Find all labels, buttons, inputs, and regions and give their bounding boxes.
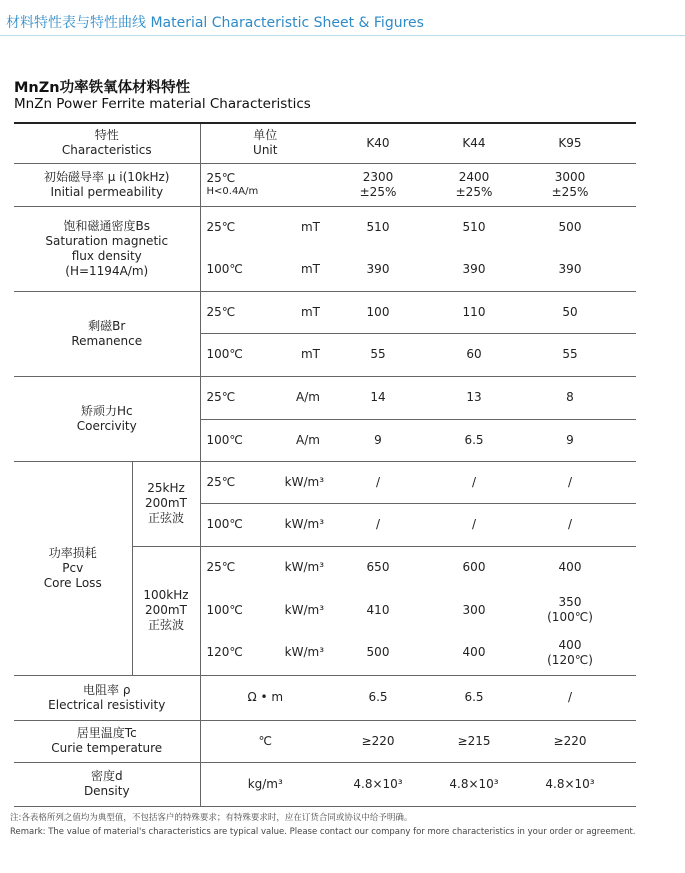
hc-r1-k95: 8 [522,376,618,419]
header-unit-zh: 单位 [253,128,278,143]
hc-name-zh: 矫顽力Hc [80,403,133,418]
pcv-name-en2: Core Loss [43,575,102,590]
permeability-cond-temp: 25℃ [206,170,236,185]
temp-value: 100℃ [206,432,243,447]
pcv-r3-k40: 650 [366,560,390,575]
permeability-k95 [522,163,618,206]
header-k95: K95 [522,123,618,163]
table-row [14,163,636,206]
table-row [14,720,636,762]
resistivity-k44: 6.5 [426,675,522,720]
bs-name-zh: 饱和磁通密度Bs [63,218,150,233]
cell-value: 2300 [362,169,394,184]
curie-unit: ℃ [200,720,330,762]
remark-en: Remark: The value of material's characteristics are typical value. Please contact our company for more characteristics in your order or agreement. [10,827,636,837]
pcv-g1-wave: 正弦波 [147,511,184,525]
resistivity-unit: Ω • m [200,675,330,720]
br-r2-cond [200,333,330,376]
section-title-en: MnZn Power Ferrite material Characteristics [14,96,311,112]
cell-tolerance: ±25% [455,184,493,199]
br-r1-cond [200,291,330,333]
cell-note: (120℃) [547,652,593,667]
br-r2-k44: 60 [426,333,522,376]
page-header-title: 材料特性表与特性曲线 Material Characteristic Sheet & Figures [6,15,424,31]
header-char-zh: 特性 [94,128,119,143]
temp-value: 25℃ [206,560,236,575]
curie-name-zh: 居里温度Tc [76,726,137,740]
density-k44: 4.8×10³ [426,762,522,806]
pcv-r3-k95: 400 [558,560,582,575]
pcv-r3-k44: 600 [462,560,486,575]
pcv-r4-cond [200,589,330,631]
curie-label [14,720,200,762]
density-name-en: Density [83,784,130,798]
hc-r1-cond [200,376,330,419]
bs-r1-cond [200,206,330,249]
pcv-r1-k40: / [330,461,426,503]
unit-value: kW/m³ [284,474,324,489]
temp-value: 100℃ [206,347,243,361]
pcv-name-zh: 功率损耗 [48,545,97,560]
resistivity-name-zh: 电阻率 ρ [83,682,131,697]
remark-zh: 注:各表格所列之值均为典型值，不包括客户的特殊要求；有特殊要求时，应在订货合同或协议中给予明确。 [10,813,413,823]
hc-name-en: Coercivity [76,418,137,433]
br-name-zh: 剩磁Br [88,318,126,333]
table-row [14,291,636,333]
pcv-g2-freq: 100kHz [143,588,189,602]
pcv-r4-k40: 410 [366,602,390,617]
br-r2-k95: 55 [522,333,618,376]
bs-r2-k44: 390 [426,249,522,291]
hc-r1-k44: 13 [426,376,522,419]
temp-value: 25℃ [206,304,236,319]
header-k40: K40 [330,123,426,163]
bs-name-en2: flux density [71,248,142,263]
unit-value: kW/m³ [284,645,324,660]
table-row [14,376,636,419]
density-label [14,762,200,806]
hc-label [14,376,200,461]
permeability-k44 [426,163,522,206]
hc-r2-cond [200,419,330,461]
permeability-cond-field: H<0.4A/m [206,185,259,197]
temp-value: 100℃ [206,517,243,531]
cell-value: 400 [558,637,582,652]
header-char-en: Characteristics [61,143,152,158]
header-characteristics [14,123,200,163]
pcv-label [14,461,132,675]
bs-r2-k95: 390 [522,249,618,291]
pcv-r4-k95 [522,589,618,631]
unit-value: mT [300,262,320,277]
hc-r2-k95: 9 [522,419,618,461]
unit-value: A/m [296,432,320,447]
hc-r2-k44: 6.5 [426,419,522,461]
pcv-group2-cond [132,546,200,675]
unit-value: kW/m³ [284,517,324,531]
cell-value: 3000 [554,169,586,184]
permeability-k40 [330,163,426,206]
hc-r1-k40: 14 [330,376,426,419]
header-divider [0,35,685,36]
permeability-name-en: Initial permeability [50,184,164,199]
resistivity-k40: 6.5 [330,675,426,720]
resistivity-label [14,675,200,720]
density-name-zh: 密度d [90,769,123,783]
table-row [14,762,636,806]
unit-value: mT [300,220,320,235]
temp-value: 25℃ [206,474,236,489]
bs-r1-k44: 510 [462,220,486,235]
pcv-g1-freq: 25kHz [147,481,185,495]
bs-r1-k95: 500 [558,220,582,235]
temp-value: 100℃ [206,262,243,277]
pcv-r2-k40: / [330,503,426,546]
permeability-name-zh: 初始磁导率 μ i(10kHz) [43,169,170,184]
curie-k95: ≥220 [522,720,618,762]
br-r2-k40: 55 [330,333,426,376]
permeability-label [14,163,200,206]
bs-name-en3: (H=1194A/m) [65,263,149,278]
pcv-r1-k95: / [522,461,618,503]
cell-value: 350 [558,595,582,609]
temp-value: 25℃ [206,390,236,404]
unit-value: mT [300,304,320,319]
pcv-g1-flux: 200mT [145,496,187,510]
pcv-r5-k40: 500 [330,631,426,675]
cell-tolerance: ±25% [551,184,589,199]
pcv-r1-k44: / [426,461,522,503]
unit-value: kW/m³ [284,560,324,575]
pcv-r4-k44: 300 [462,602,486,617]
density-k40: 4.8×10³ [330,762,426,806]
temp-value: 25℃ [206,220,236,235]
pcv-r5-k95 [522,631,618,675]
pcv-g2-flux: 200mT [145,603,187,617]
temp-value: 120℃ [206,645,243,660]
cell-note: (100℃) [547,610,593,624]
table-row [14,461,636,503]
table-header-row [14,123,636,163]
resistivity-k95: / [522,675,618,720]
temp-value: 100℃ [206,602,243,617]
br-name-en: Remanence [71,333,143,348]
pcv-r1-cond [200,461,330,503]
hc-r2-k40: 9 [330,419,426,461]
header-unit-en: Unit [253,143,278,158]
curie-k44: ≥215 [426,720,522,762]
pcv-r3-cond [200,546,330,589]
bs-r2-cond [200,249,330,291]
br-label [14,291,200,376]
characteristics-table [14,122,636,807]
pcv-r5-cond [200,631,330,675]
unit-value: kW/m³ [284,602,324,617]
cell-value: 2400 [458,169,490,184]
bs-name-en1: Saturation magnetic [45,233,169,248]
density-unit: kg/m³ [200,762,330,806]
br-r1-k44: 110 [426,291,522,333]
header-k44: K44 [426,123,522,163]
density-k95: 4.8×10³ [522,762,618,806]
pcv-r5-k44: 400 [426,631,522,675]
header-unit [200,123,330,163]
cell-tolerance: ±25% [359,184,397,199]
pcv-g2-wave: 正弦波 [147,618,184,632]
resistivity-name-en: Electrical resistivity [48,697,166,712]
unit-value: A/m [296,390,320,404]
pcv-name-en1: Pcv [62,560,84,575]
pcv-r2-k95: / [522,503,618,546]
bs-label [14,206,200,291]
br-r1-k40: 100 [330,291,426,333]
table-row [14,206,636,249]
bs-r1-k40: 510 [366,220,390,235]
pcv-r2-k44: / [426,503,522,546]
permeability-condition [200,163,330,206]
br-r1-k95: 50 [522,291,618,333]
table-row [14,675,636,720]
unit-value: mT [300,347,320,361]
curie-name-en: Curie temperature [51,741,163,755]
bs-r2-k40: 390 [330,249,426,291]
pcv-r2-cond [200,503,330,546]
curie-k40: ≥220 [330,720,426,762]
section-title-zh: MnZn功率铁氧体材料特性 [14,80,191,96]
pcv-group1-cond [132,461,200,546]
